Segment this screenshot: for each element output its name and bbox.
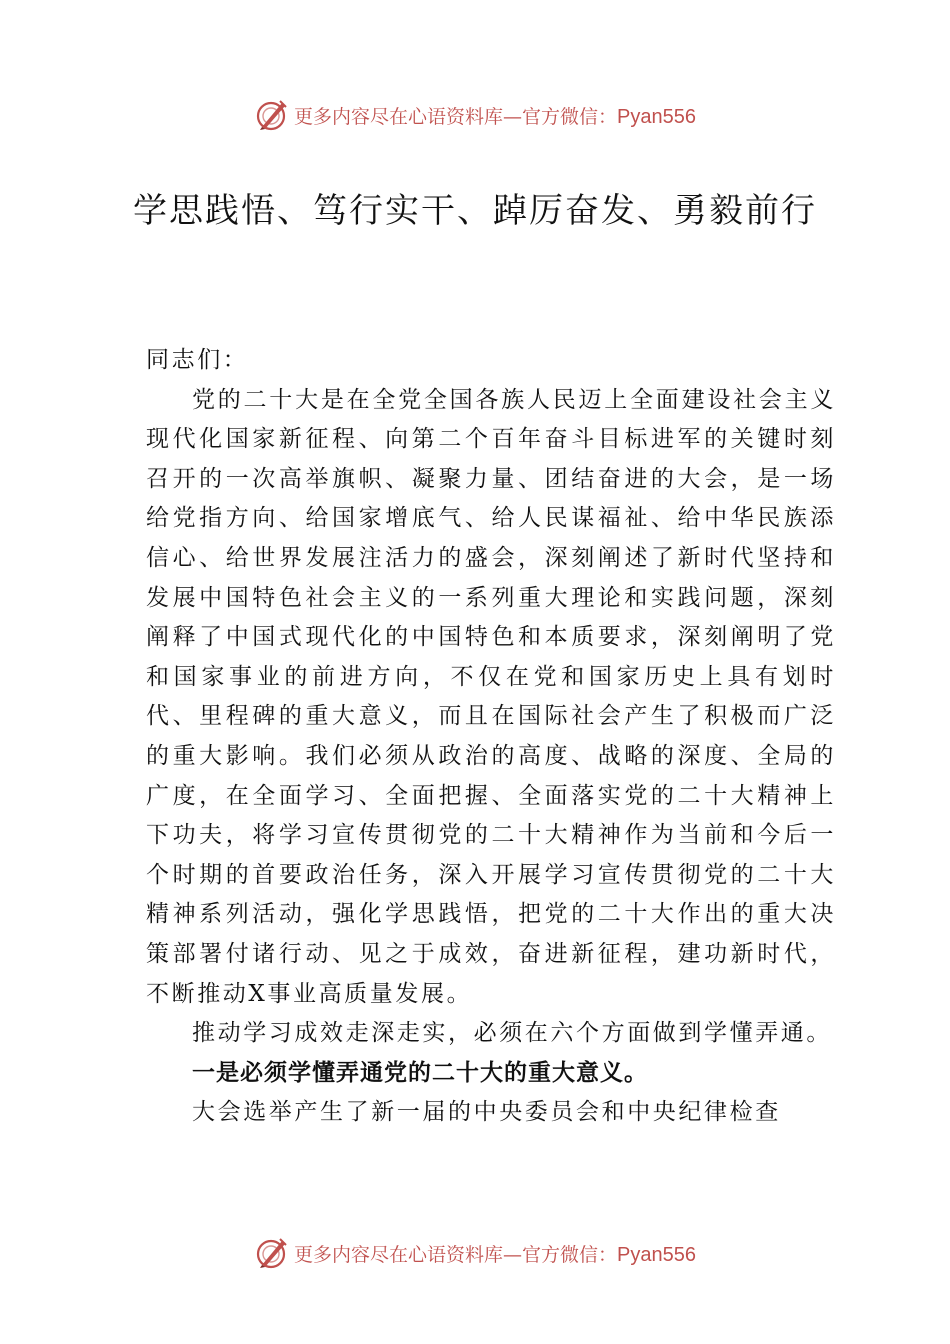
document-body [146,341,836,1133]
body-paragraph: 推动学习成效走深走实，必须在六个方面做到学懂弄通。 [192,1020,832,1047]
pen-logo-icon [254,97,290,133]
pen-logo-icon [254,1235,290,1271]
banner-text: 更多内容尽在心语资料库—官方微信：Pyan556 [294,1243,696,1266]
salutation: 同志们： [146,347,249,373]
footer-watermark-banner [0,1233,950,1273]
header-watermark-banner [0,95,950,135]
body-paragraph: 党的二十大是在全党全国各族人民迈上全面建设社会主义现代化国家新征程、向第二个百年奋斗目标进军的关键时刻召开的一次高举旗帜、凝聚力量、团结奋进的大会，是一场给党指方向、给国家增底气、给人民谋福祉、给中华民族添信心、给世界发展注活力的盛会，深刻阐述了新时代坚持和发展中国特色社会主义的一系列重大理论和实践问题，深刻阐释了中国式现代化的中国特色和本质要求，深刻阐明了党和国家事业的前进方向，不仅在党和国家历史上具有划时代、里程碑的重大意义，而且在国际社会产生了积极而广泛的重大影响。我们必须从政治的高度、战略的深度、全局的广度，在全面学习、全面把握、全面落实党的二十大精神上下功夫，将学习宣传贯彻党的二十大精神作为当前和今后一个时期的首要政治任务，深入开展学习宣传贯彻党的二十大精神系列活动，强化学思践悟，把党的二十大作出的重大决策部署付诸行动、见之于成效，奋进新征程，建功新时代，不断推动X事业高质量发展。 [146,386,836,1007]
section-heading: 一是必须学懂弄通党的二十大的重大意义。 [192,1059,648,1086]
banner-text: 更多内容尽在心语资料库—官方微信：Pyan556 [294,105,696,128]
body-paragraph: 大会选举产生了新一届的中央委员会和中央纪律检查 [192,1099,781,1126]
document-title: 学思践悟、笃行实干、踔厉奋发、勇毅前行 [133,191,817,231]
